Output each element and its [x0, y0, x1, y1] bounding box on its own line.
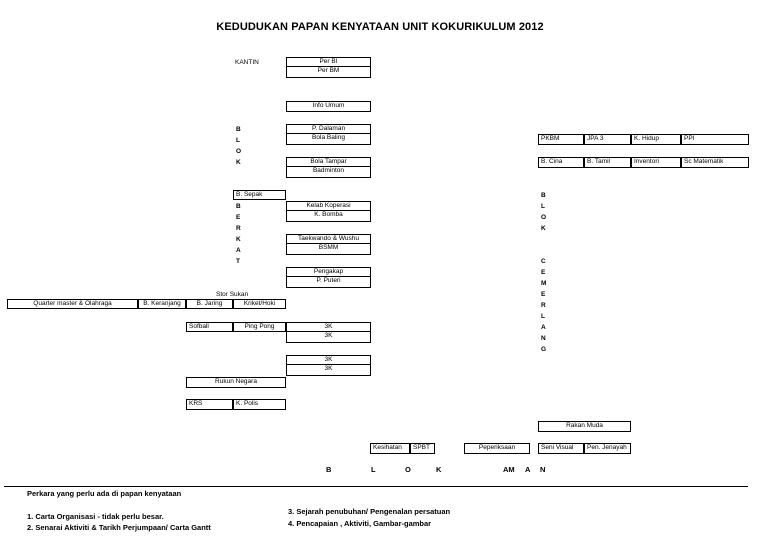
blok-aman-letter: A	[525, 465, 531, 474]
berkat-letter: K	[236, 236, 241, 243]
notes-item: 1. Carta Organisasi - tidak perlu besar.	[27, 512, 164, 521]
blok-aman-letter: N	[540, 465, 546, 474]
berkat-letter: R	[236, 225, 241, 232]
cemerlang-letter: A	[541, 324, 546, 331]
board-info-umum: Info Umum	[286, 101, 371, 112]
board-kriket-hoki: Kriket/Hoki	[233, 299, 286, 309]
board-per-bi: Per BI	[286, 57, 371, 67]
cemerlang-letter: L	[541, 313, 545, 320]
cemerlang-letter: R	[541, 302, 546, 309]
blok-aman-letter: O	[405, 465, 411, 474]
board-b-cina: B. Cina	[538, 157, 584, 168]
board-bola-baling: Bola Baling	[286, 134, 371, 145]
board-3k: 3K	[286, 332, 371, 343]
board-inventori: Inventori	[631, 157, 681, 168]
board-pkbm: PKBM	[538, 134, 584, 145]
cemerlang-letter: N	[541, 335, 546, 342]
cemerlang-letter: G	[541, 346, 547, 353]
board-bsmm: BSMM	[286, 244, 371, 255]
blok-right-letter: L	[541, 203, 545, 210]
board-sc-matematik: Sc Matematik	[681, 157, 749, 168]
blok-aman-letter: K	[436, 465, 442, 474]
blok-aman-letter: AM	[503, 465, 515, 474]
blok-letter: L	[236, 137, 240, 144]
board-b-keranjang: B. Keranjang	[138, 299, 186, 309]
board-krs: KRS	[186, 399, 233, 410]
board-quarter-master: Quarter master & Olahraga	[7, 299, 138, 309]
board-3k: 3K	[286, 355, 371, 365]
board-seni-visual: Seni Visual	[538, 443, 584, 454]
cemerlang-letter: E	[541, 291, 546, 298]
stor-sukan-label: Stor Sukan	[216, 291, 249, 298]
board-spbt: SPBT	[410, 443, 435, 454]
board-b-sepak: B. Sepak	[233, 190, 286, 200]
cemerlang-letter: M	[541, 280, 547, 287]
board-3k: 3K	[286, 365, 371, 376]
berkat-letter: A	[236, 247, 241, 254]
board-badminton: Badminton	[286, 167, 371, 178]
board-pengakap: Pengakap	[286, 267, 371, 277]
blok-aman-letter: L	[371, 465, 376, 474]
board-b-tamil: B. Tamil	[584, 157, 631, 168]
board-k-bomba: K. Bomba	[286, 211, 371, 222]
board-rukun-negara: Rukun Negara	[186, 377, 286, 388]
notes-item: 4. Pencapaian , Aktiviti, Gambar-gambar	[288, 519, 432, 528]
berkat-letter: T	[236, 258, 240, 265]
cemerlang-letter: C	[541, 258, 546, 265]
board-pen-jenayah: Pen. Jenayah	[584, 443, 631, 454]
blok-letter: B	[236, 126, 241, 133]
berkat-letter: E	[236, 214, 241, 221]
board-bola-tampar: Bola Tampar	[286, 157, 371, 167]
board-k-hidup: K. Hidup	[631, 134, 681, 145]
blok-letter: K	[236, 159, 241, 166]
notes-item: 3. Sejarah penubuhan/ Pengenalan persatuan	[288, 507, 451, 516]
cemerlang-letter: E	[541, 269, 546, 276]
board-taekwando: Taekwando & Wushu	[286, 234, 371, 244]
board-rakan-muda: Rakan Muda	[538, 421, 631, 432]
board-kesihatan: Kesihatan	[370, 443, 410, 454]
berkat-letter: B	[236, 203, 241, 210]
board-b-jaring: B. Jaring	[186, 299, 233, 309]
notes-item: 2. Senarai Aktiviti & Tarikh Perjumpaan/ Carta Gantt	[27, 523, 211, 532]
blok-right-letter: K	[541, 225, 546, 232]
page-title: KEDUDUKAN PAPAN KENYATAAN UNIT KOKURIKULUM 2012	[216, 21, 544, 33]
board-ppi: PPI	[681, 134, 749, 145]
kantin-label: KANTIN	[235, 59, 259, 66]
blok-letter: O	[236, 148, 242, 155]
blok-aman-letter: B	[326, 465, 332, 474]
board-3k: 3K	[286, 322, 371, 332]
notes-heading: Perkara yang perlu ada di papan kenyataan	[27, 489, 182, 498]
board-ping-pong: Ping Pong	[233, 322, 286, 332]
board-k-polis: K. Polis	[233, 399, 286, 410]
board-sofball: Sofball	[186, 322, 233, 332]
board-p-puteri: P. Puteri	[286, 277, 371, 288]
board-peperiksaan: Peperiksaan	[464, 443, 530, 454]
board-jpa3: JPA 3	[584, 134, 631, 145]
board-per-bm: Per BM	[286, 67, 371, 78]
board-p-dalaman: P. Dalaman	[286, 124, 371, 134]
blok-right-letter: O	[541, 214, 547, 221]
divider-line	[4, 486, 748, 487]
blok-right-letter: B	[541, 192, 546, 199]
board-kelab-koperasi: Kelab Koperasi	[286, 201, 371, 211]
